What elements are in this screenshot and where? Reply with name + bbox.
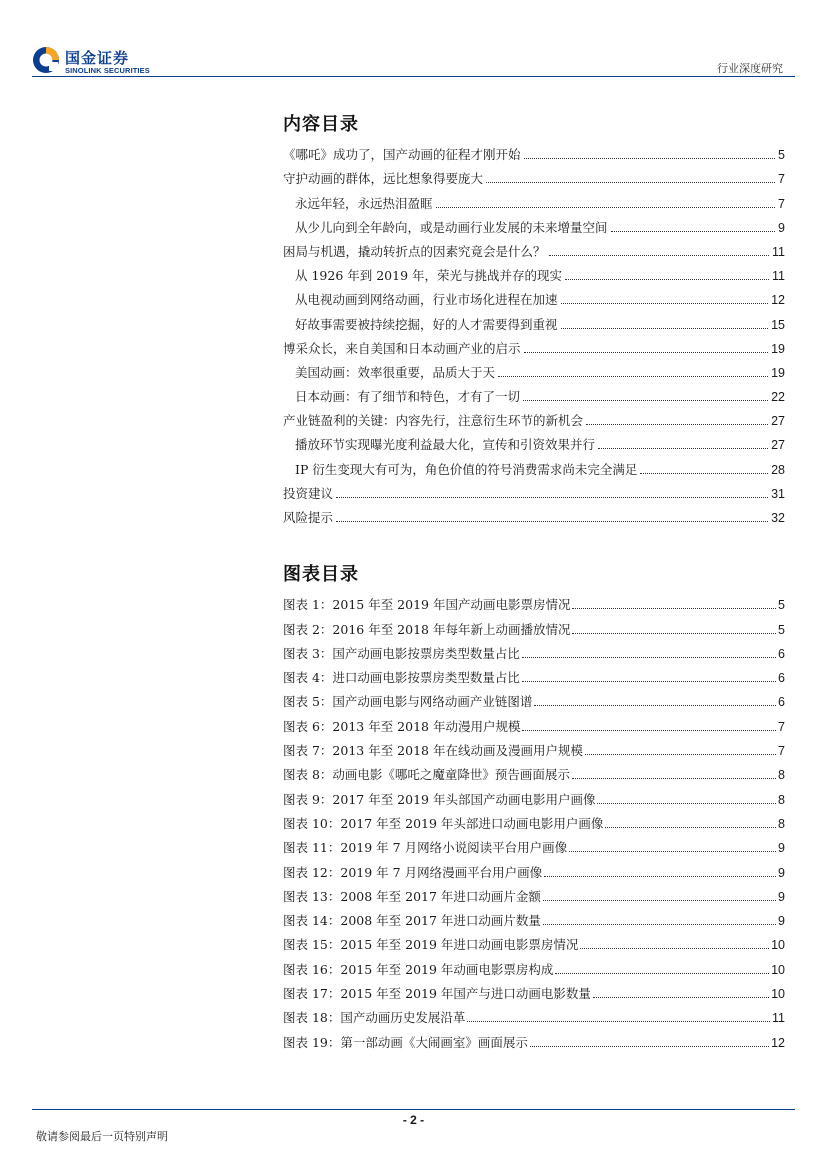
toc-entry-page: 7 [778,196,785,211]
toc-entry-leader-dots [524,158,776,159]
figure-entry-title: 图表 2：2016 年至 2018 年每年新上动画播放情况 [283,621,571,637]
toc-entry[interactable] [283,357,785,381]
figure-entry-leader-dots [572,608,776,609]
figure-entry-leader-dots [522,681,776,682]
toc-entry-title: 从电视动画到网络动画，行业市场化进程在加速 [295,292,558,308]
figure-entry-leader-dots [572,633,776,634]
toc-entry-leader-dots [561,303,769,304]
figure-entry[interactable] [283,783,785,807]
toc-entry-page: 11 [772,244,785,259]
toc-entry[interactable] [283,236,785,260]
toc-list [283,139,785,526]
figure-entry-page: 10 [771,938,785,953]
figure-entry[interactable] [283,1002,785,1026]
figure-entry[interactable] [283,978,785,1002]
toc-entry-leader-dots [549,255,770,256]
figure-entry-page: 10 [771,962,785,977]
figure-entry[interactable] [283,881,785,905]
figure-entry[interactable] [283,735,785,759]
toc-entry-leader-dots [561,328,769,329]
figure-entry[interactable] [283,686,785,710]
toc-entry-leader-dots [611,231,776,232]
figure-entry-page: 10 [771,987,785,1002]
figure-entry-leader-dots [467,1021,770,1022]
toc-entry-title: 从少儿向到全年龄向，或是动画行业发展的未来增量空间 [295,219,608,235]
toc-entry-page: 19 [771,365,785,380]
figures-list [283,589,785,1051]
figure-entry-leader-dots [605,827,776,828]
figure-entry-page: 7 [778,744,785,759]
toc-entry-leader-dots [524,352,769,353]
toc-entry-title: 投资建议 [283,485,334,501]
figure-entry-title: 图表 5：国产动画电影与网络动画产业链图谱 [283,694,533,710]
figure-entry-page: 12 [771,1035,785,1050]
toc-entry-page: 28 [771,462,785,477]
figure-entry-title: 图表 3：国产动画电影按票房类型数量占比 [283,645,520,661]
figure-entry-leader-dots [572,778,776,779]
toc-entry[interactable] [283,453,785,477]
toc-entry-page: 11 [772,269,785,284]
figure-entry-leader-dots [597,803,776,804]
figure-entry[interactable] [283,953,785,977]
sinolink-logo-icon [32,46,60,74]
figure-entry-page: 6 [778,695,785,710]
figure-entry-title: 图表 6：2013 年至 2018 年动漫用户规模 [283,718,521,734]
figure-entry-page: 9 [778,865,785,880]
figure-entry-title: 图表 4：进口动画电影按票房类型数量占比 [283,670,520,686]
figure-entry-leader-dots [580,948,769,949]
figure-entry-title: 图表 8：动画电影《哪吒之魔童降世》预告画面展示 [283,767,570,783]
toc-entry-title: IP 衍生变现大有可为，角色价值的符号消费需求尚未完全满足 [295,461,638,477]
figure-entry-leader-dots [585,754,776,755]
toc-entry[interactable] [283,381,785,405]
toc-entry-leader-dots [336,521,768,522]
header-divider [32,76,795,77]
toc-entry-leader-dots [486,182,775,183]
figure-entry-page: 7 [778,719,785,734]
figure-entry[interactable] [283,589,785,613]
figure-entry-page: 11 [772,1011,785,1026]
toc-entry-leader-dots [336,497,768,498]
figure-entry-leader-dots [534,705,776,706]
figure-entry[interactable] [283,710,785,734]
toc-title: 内容目录 [283,114,359,135]
toc-entry[interactable] [283,187,785,211]
figures-title: 图表目录 [283,564,359,585]
toc-entry-page: 5 [778,148,785,163]
toc-entry-page: 31 [771,486,785,501]
toc-entry[interactable] [283,139,785,163]
toc-entry-page: 7 [778,172,785,187]
toc-entry-page: 12 [771,293,785,308]
figure-entry[interactable] [283,759,785,783]
toc-entry-title: 《哪吒》成功了，国产动画的征程才刚开始 [283,147,521,163]
toc-entry-leader-dots [586,424,768,425]
figure-entry-leader-dots [593,997,769,998]
figure-entry[interactable] [283,613,785,637]
toc-entry[interactable] [283,284,785,308]
toc-entry[interactable] [283,429,785,453]
toc-entry-title: 播放环节实现曝光度利益最大化，宣传和引资效果并行 [295,437,596,453]
toc-entry[interactable] [283,478,785,502]
toc-entry-page: 19 [771,341,785,356]
figure-entry[interactable] [283,808,785,832]
toc-entry-title: 从 1926 年到 2019 年，荣光与挑战并存的现实 [295,268,563,284]
figure-entry-page: 5 [778,622,785,637]
toc-entry-page: 32 [771,511,785,525]
toc-entry-title: 风险提示 [283,510,334,525]
toc-entry-leader-dots [436,207,776,208]
figure-entry-leader-dots [543,924,776,925]
toc-entry-title: 产业链盈利的关键：内容先行，注意衍生环节的新机会 [283,413,584,429]
disclaimer-note: 敬请参阅最后一页特别声明 [36,1130,168,1143]
toc-entry[interactable] [283,163,785,187]
toc-entry[interactable] [283,308,785,332]
figure-entry-page: 9 [778,841,785,856]
figure-entry-title: 图表 9：2017 年至 2019 年头部国产动画电影用户画像 [283,791,596,807]
figure-entry-page: 8 [778,792,785,807]
toc-entry-title: 永远年轻，永远热泪盈眶 [295,195,433,211]
toc-entry-leader-dots [598,448,768,449]
figure-entry-page: 5 [778,598,785,613]
figure-entry-title: 图表 19：第一部动画《大闹画室》画面展示 [283,1034,528,1050]
logo-chinese-name: 国金证券 [65,49,130,67]
figure-entry-title: 图表 1：2015 年至 2019 年国产动画电影票房情况 [283,597,571,613]
figure-entry-title: 图表 13：2008 年至 2017 年进口动画片金额 [283,888,541,904]
figure-entry-title: 图表 11：2019 年 7 月网络小说阅读平台用户画像 [283,840,568,856]
figure-entry-page: 8 [778,768,785,783]
toc-entry-title: 日本动画：有了细节和特色，才有了一切 [295,389,521,405]
figure-entry-leader-dots [543,900,776,901]
figure-entry-title: 图表 7：2013 年至 2018 年在线动画及漫画用户规模 [283,743,583,759]
figure-entry-title: 图表 17：2015 年至 2019 年国产与进口动画电影数量 [283,986,591,1002]
figure-entry-title: 图表 14：2008 年至 2017 年进口动画片数量 [283,913,541,929]
toc-entry[interactable] [283,212,785,236]
footer-divider [32,1109,795,1110]
figure-entry[interactable] [283,905,785,929]
figure-entry-page: 6 [778,671,785,686]
figure-entry-page: 9 [778,889,785,904]
figure-entry-page: 8 [778,816,785,831]
toc-entry[interactable] [283,260,785,284]
toc-entry[interactable] [283,333,785,357]
figure-entry-title: 图表 18：国产动画历史发展沿革 [283,1010,466,1026]
toc-entry-leader-dots [640,473,768,474]
toc-entry-page: 15 [771,317,785,332]
figure-entry-title: 图表 15：2015 年至 2019 年进口动画电影票房情况 [283,937,579,953]
figure-entry-leader-dots [544,876,776,877]
toc-entry-page: 9 [778,220,785,235]
figure-entry[interactable] [283,929,785,953]
figure-entry[interactable] [283,856,785,880]
toc-entry-leader-dots [498,376,768,377]
toc-entry[interactable] [283,405,785,429]
figure-entry-leader-dots [522,730,776,731]
toc-entry[interactable] [283,502,785,526]
figure-entry[interactable] [283,638,785,662]
figure-entry-page: 6 [778,646,785,661]
figure-entry-title: 图表 10：2017 年至 2019 年头部进口动画电影用户画像 [283,815,604,831]
figure-entry-page: 9 [778,914,785,929]
toc-entry-title: 博采众长，来自美国和日本动画产业的启示 [283,340,521,356]
toc-entry-title: 好故事需要被持续挖掘，好的人才需要得到重视 [295,316,558,332]
page-number: - 2 - [402,1113,425,1127]
figure-entry-title: 图表 16：2015 年至 2019 年动画电影票房构成 [283,961,554,977]
toc-entry-page: 27 [771,438,785,453]
figure-entry[interactable] [283,1026,785,1050]
figure-entry[interactable] [283,832,785,856]
toc-entry-leader-dots [565,279,769,280]
logo-english-name: SINOLINK SECURITIES [65,66,150,75]
figure-entry-leader-dots [555,973,769,974]
figure-entry-title: 图表 12：2019 年 7 月网络漫画平台用户画像 [283,864,543,880]
toc-entry-leader-dots [523,400,768,401]
toc-entry-page: 22 [771,390,785,405]
figure-entry-leader-dots [530,1046,769,1047]
figure-entry-leader-dots [522,657,776,658]
toc-entry-title: 美国动画：效率很重要，品质大于天 [295,364,496,380]
figure-entry[interactable] [283,662,785,686]
toc-entry-title: 困局与机遇，撬动转折点的因素究竟会是什么？ [283,243,546,259]
sinolink-logo [32,46,162,78]
toc-entry-title: 守护动画的群体，远比想象得要庞大 [283,171,484,187]
toc-entry-page: 27 [771,414,785,429]
figure-entry-leader-dots [569,851,776,852]
report-type-label: 行业深度研究 [717,62,783,75]
